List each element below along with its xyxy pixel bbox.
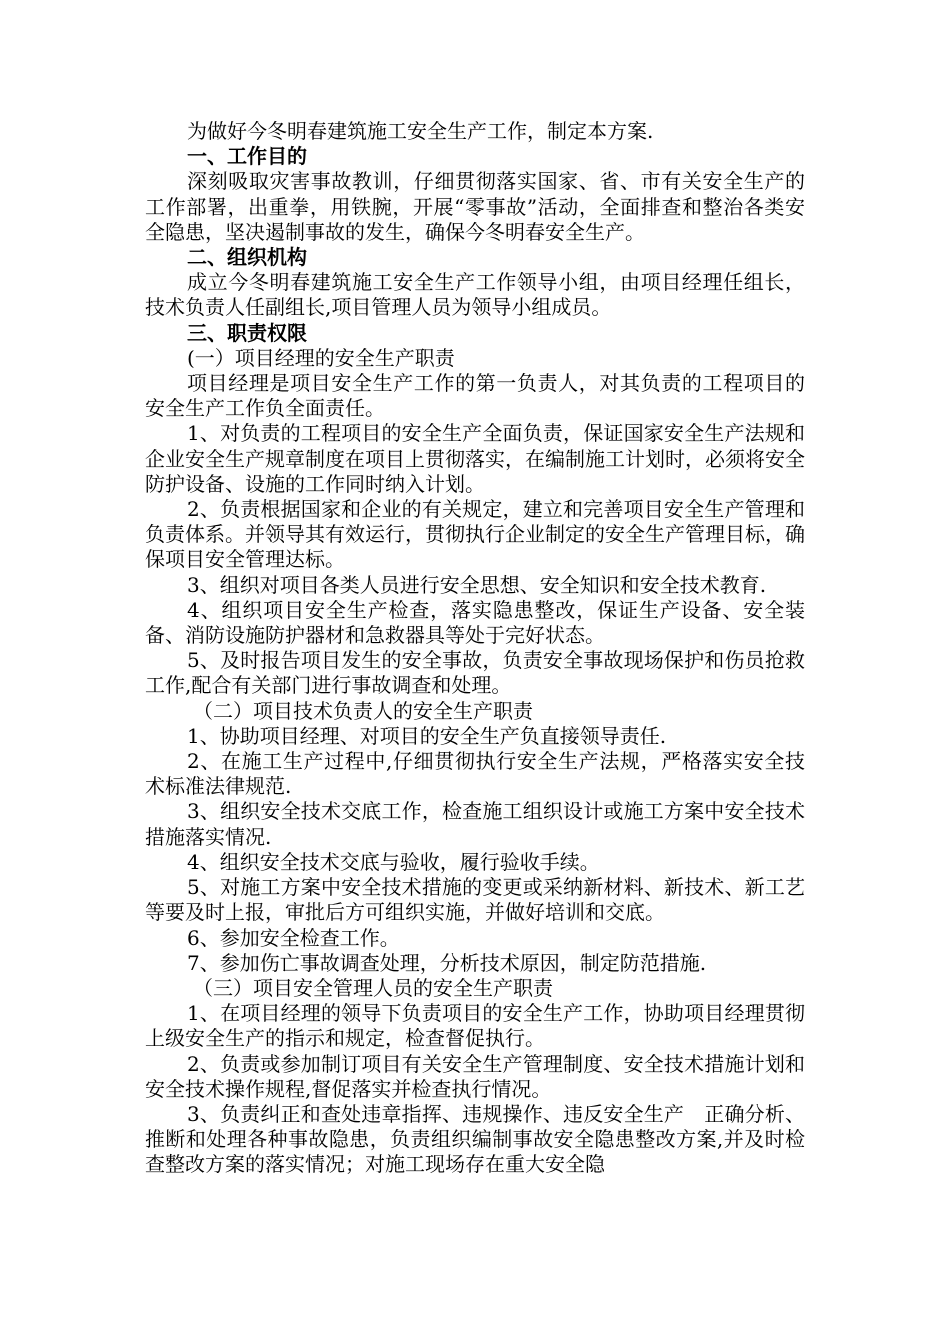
technical-lead-item-2: 2、在施工生产过程中,仔细贯彻执行安全生产法规，严格落实安全技术标准法律规范.	[145, 749, 805, 799]
intro-paragraph: 为做好今冬明春建筑施工安全生产工作，制定本方案.	[187, 119, 654, 143]
technical-lead-item-7: 7、参加伤亡事故调查处理，分析技术原因，制定防范措施.	[187, 950, 707, 975]
safety-manager-item-3: 3、负责纠正和查处违章指挥、违规操作、违反安全生产 正确分析、推断和处理各种事故隐患，负责组织编制事故安全隐患整改方案,并及时检查整改方案的落实情况；对施工现场存在重大安全隐	[145, 1101, 805, 1177]
organization-paragraph: 成立今冬明春建筑施工安全生产工作领导小组，由项目经理任组长，技术负责人任副组长,项目管理人员为领导小组成员。	[145, 270, 805, 320]
project-manager-item-3: 3、组织对项目各类人员进行安全思想、安全知识和安全技术教育.	[187, 572, 767, 597]
subsection-heading-safety-manager: （三）项目安全管理人员的安全生产职责	[193, 975, 553, 1000]
section-heading-purpose: 一、工作目的	[187, 144, 307, 169]
technical-lead-item-1: 1、协助项目经理、对项目的安全生产负直接领导责任.	[187, 723, 667, 748]
project-manager-item-1: 1、对负责的工程项目的安全生产全面负责，保证国家安全生产法规和企业安全生产规章制度在项目上贯彻落实，在编制施工计划时，必须将安全防护设备、设施的工作同时纳入计划。	[145, 421, 805, 496]
technical-lead-item-3: 3、组织安全技术交底工作，检查施工组织设计或施工方案中安全技术措施落实情况.	[145, 799, 805, 849]
technical-lead-item-4: 4、组织安全技术交底与验收，履行验收手续。	[187, 849, 600, 874]
section-heading-responsibilities: 三、职责权限	[187, 320, 307, 345]
section-heading-organization: 二、组织机构	[187, 245, 307, 270]
project-manager-item-2: 2、负责根据国家和企业的有关规定，建立和完善项目安全生产管理和负责体系。并领导其有效运行，贯彻执行企业制定的安全生产管理目标，确保项目安全管理达标。	[145, 497, 805, 572]
technical-lead-item-6: 6、参加安全检查工作。	[187, 925, 400, 950]
subsection-heading-technical-lead: （二）项目技术负责人的安全生产职责	[193, 698, 533, 723]
project-manager-item-4: 4、组织项目安全生产检查，落实隐患整改，保证生产设备、安全装备、消防设施防护器材和急救器具等处于完好状态。	[145, 597, 805, 648]
subsection-heading-project-manager: (一）项目经理的安全生产职责	[187, 345, 455, 370]
safety-manager-item-1: 1、在项目经理的领导下负责项目的安全生产工作，协助项目经理贯彻上级安全生产的指示和规定，检查督促执行。	[145, 1001, 805, 1051]
project-manager-item-5: 5、及时报告项目发生的安全事故，负责安全事故现场保护和伤员抢救工作,配合有关部门进行事故调查和处理。	[145, 648, 805, 698]
purpose-paragraph: 深刻吸取灾害事故教训，仔细贯彻落实国家、省、市有关安全生产的工作部署，出重拳，用铁腕，开展“零事故”活动，全面排查和整治各类安全隐患，坚决遏制事故的发生，确保今冬明春安全生产。	[145, 169, 805, 244]
technical-lead-item-5: 5、对施工方案中安全技术措施的变更或采纳新材料、新技术、新工艺等要及时上报，审批后方可组织实施，并做好培训和交底。	[145, 875, 805, 925]
document-page	[145, 119, 805, 1178]
project-manager-intro: 项目经理是项目安全生产工作的第一负责人，对其负责的工程项目的安全生产工作负全面责任。	[145, 371, 805, 421]
safety-manager-item-2: 2、负责或参加制订项目有关安全生产管理制度、安全技术措施计划和安全技术操作规程,督促落实并检查执行情况。	[145, 1051, 805, 1101]
